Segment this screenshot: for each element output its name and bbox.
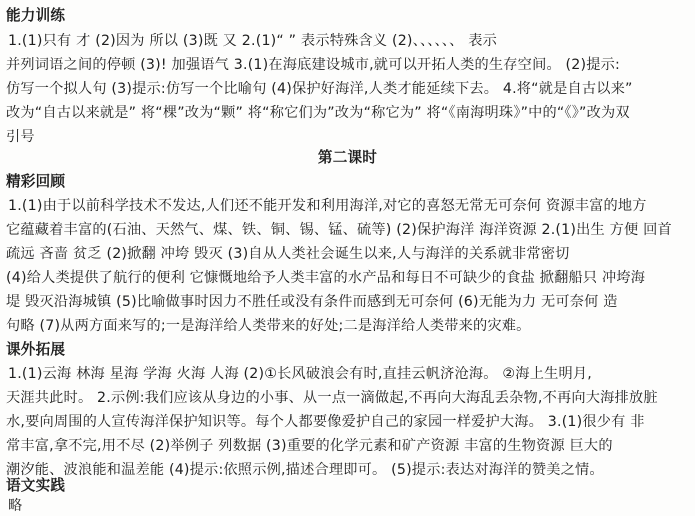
review-line-2: 它蕴藏着丰富的(石油、天然气、煤、铁、铜、锡、锰、硫等) (2)保护海洋 海洋资源 2.(1)出生 方便 回首 [6, 222, 672, 238]
ability-training-line-1: 1.(1)只有 才 (2)因为 所以 (3)既 又 2.(1)“ ” 表示特殊含义 (2)、、、、、、 表示 [8, 33, 497, 49]
ability-training-line-4: 改为“自古以来就是” 将“棵”改为“颗” 将“称它们为”改为“称它为” 将“《南海明珠》”中的“《》”改为双 [6, 105, 630, 121]
section-heading-extension: 课外拓展 [6, 341, 66, 358]
extension-line-1: 1.(1)云海 林海 星海 学海 火海 人海 (2)①长风破浪会有时,直挂云帆济沧海。 ②海上生明月, [8, 366, 592, 382]
review-line-6: 句略 (7)从两方面来写的;一是海洋给人类带来的好处;二是海洋给人类带来的灾难。 [6, 318, 531, 334]
practice-line-1: 略 [8, 498, 23, 514]
section-heading-practice: 语文实践 [6, 477, 66, 494]
extension-line-4: 常丰富,拿不完,用不尽 (2)举例子 列数据 (3)重要的化学元素和矿产资源 丰富的生物资源 巨大的 [6, 438, 613, 454]
extension-line-3: 水,要向周围的人宣传海洋保护知识等。每个人都要像爱护自己的家园一样爱护大海。 3.(1)很少有 非 [6, 414, 645, 430]
review-line-3: 疏远 吝啬 贫乏 (2)掀翻 冲垮 毁灭 (3)自从人类社会诞生以来,人与海洋的关系就非常密切 [6, 246, 570, 262]
section-heading-ability-training: 能力训练 [6, 7, 66, 24]
review-line-1: 1.(1)由于以前科学技术不发达,人们还不能开发和利用海洋,对它的喜怒无常无可奈何 资源丰富的地方 [8, 198, 647, 214]
review-line-4: (4)给人类提供了航行的便利 它慷慨地给予人类丰富的水产品和每日不可缺少的食盐 掀翻船只 冲垮海 [6, 270, 646, 286]
extension-line-2: 天涯共此时。 2.示例:我们应该从身边的小事、从一点一滴做起,不再向大海乱丢杂物,不再向大海排放脏 [6, 390, 658, 406]
ability-training-line-5: 引号 [6, 129, 35, 145]
lesson-title: 第二课时 [317, 149, 378, 166]
review-line-5: 堤 毁灭沿海城镇 (5)比喻做事时因力不胜任或没有条件而感到无可奈何 (6)无能为力 无可奈何 造 [6, 294, 618, 310]
section-heading-review: 精彩回顾 [6, 173, 66, 190]
ability-training-line-2: 并列词语之间的停顿 (3)! 加强语气 3.(1)在海底建设城市,就可以开拓人类的生存空间。 (2)提示: [6, 57, 621, 73]
extension-line-5: 潮汐能、波浪能和温差能 (4)提示:依照示例,描述合理即可。 (5)提示:表达对海洋的赞美之情。 [6, 462, 604, 478]
ability-training-line-3: 仿写一个拟人句 (3)提示:仿写一个比喻句 (4)保护好海洋,人类才能延续下去。 4.将“就是自古以来” [6, 81, 633, 97]
